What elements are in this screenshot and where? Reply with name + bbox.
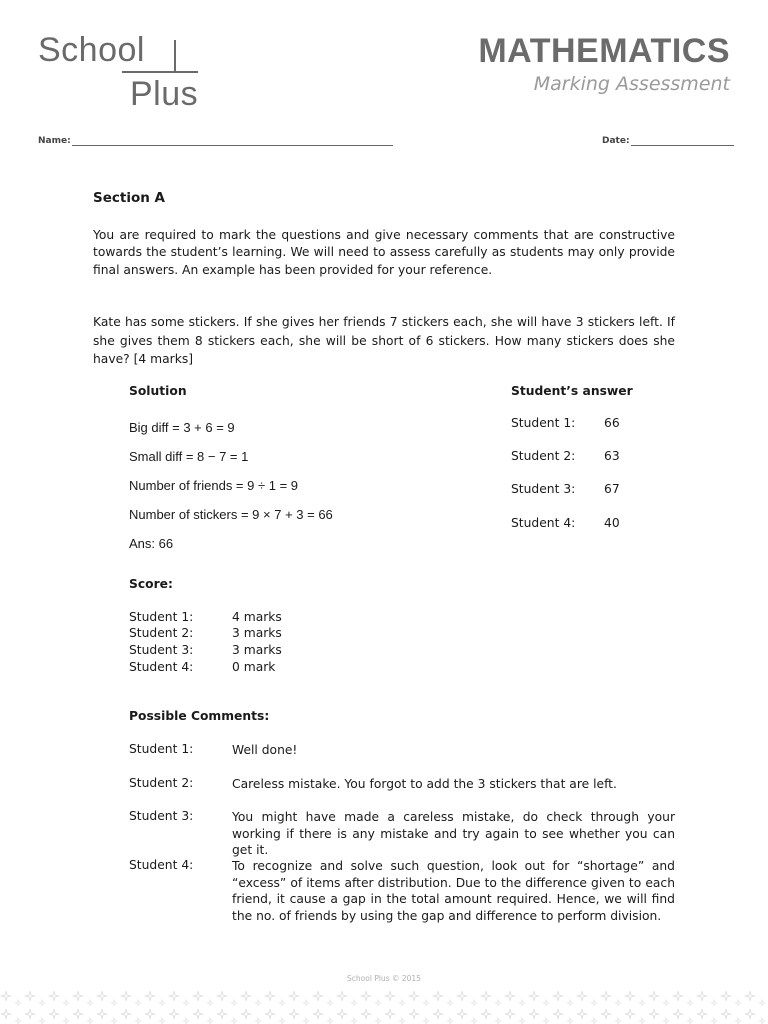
comment-text: Careless mistake. You forgot to add the 3 stickers that are left. <box>232 777 617 791</box>
logo-plus-text: Plus <box>130 75 199 113</box>
comments-heading: Possible Comments: <box>129 709 270 723</box>
answer-student-value: 63 <box>604 449 620 463</box>
answer-student-value: 40 <box>604 516 620 530</box>
answer-student-label: Student 3: <box>511 482 576 496</box>
instructions-paragraph: You are required to mark the questions and give necessary comments that are constructive towards the student’s learning. We will need to assess carefully as students may only provide final answers. An example has been provided for your reference. <box>93 228 675 277</box>
answer-student-label: Student 1: <box>511 416 576 430</box>
score-student-label: Student 4: <box>129 660 194 674</box>
score-student-label: Student 2: <box>129 626 194 640</box>
subject-title: MATHEMATICS <box>478 32 730 70</box>
comment-student-label: Student 4: <box>129 858 194 872</box>
score-value: 4 marks <box>232 610 282 624</box>
score-student-label: Student 3: <box>129 643 194 657</box>
comment-text: To recognize and solve such question, look out for “shortage” and “excess” of items after distribution. Due to the difference given to each friend, it cause a gap in the total amount required. Hence, we will find the no. of friends by using the gap and difference to perform division. <box>232 859 675 924</box>
answer-student-value: 67 <box>604 482 620 496</box>
date-label: Date: <box>602 136 630 146</box>
logo-school-text: School <box>38 31 145 69</box>
subtitle: Marking Assessment <box>533 73 730 95</box>
score-value: 3 marks <box>232 626 282 640</box>
footer-copyright: School Plus © 2015 <box>347 974 421 983</box>
score-heading: Score: <box>129 577 173 591</box>
solution-heading: Solution <box>129 384 187 398</box>
comment-student-label: Student 1: <box>129 742 194 756</box>
comment-text: You might have made a careless mistake, do check through your working if there is any mistake and try again to see whether you can get it. <box>232 810 675 858</box>
date-field[interactable] <box>631 145 734 146</box>
score-student-label: Student 1: <box>129 610 194 624</box>
answer-student-value: 66 <box>604 416 620 430</box>
solution-line: Number of stickers = 9 × 7 + 3 = 66 <box>129 507 333 522</box>
score-value: 0 mark <box>232 660 276 674</box>
comment-text: Well done! <box>232 743 298 757</box>
answer-student-label: Student 2: <box>511 449 576 463</box>
comment-student-label: Student 3: <box>129 809 194 823</box>
section-title: Section A <box>93 190 165 206</box>
solution-answer: Ans: 66 <box>129 536 174 551</box>
solution-line: Number of friends = 9 ÷ 1 = 9 <box>129 478 298 493</box>
logo-divider <box>174 40 176 71</box>
score-value: 3 marks <box>232 643 282 657</box>
logo-underline <box>122 71 198 73</box>
comment-student-label: Student 2: <box>129 776 194 790</box>
name-field[interactable] <box>72 145 393 146</box>
name-label: Name: <box>38 136 71 146</box>
decorative-star-pattern <box>0 988 768 1024</box>
solution-line: Big diff = 3 + 6 = 9 <box>129 420 235 435</box>
question-paragraph: Kate has some stickers. If she gives her friends 7 stickers each, she will have 3 stickers left. If she gives them 8 stickers each, she will be short of 6 stickers. How many stickers does she have? [4 marks] <box>93 315 675 367</box>
students-answer-heading: Student’s answer <box>511 384 633 398</box>
solution-line: Small diff = 8 − 7 = 1 <box>129 449 249 464</box>
answer-student-label: Student 4: <box>511 516 576 530</box>
